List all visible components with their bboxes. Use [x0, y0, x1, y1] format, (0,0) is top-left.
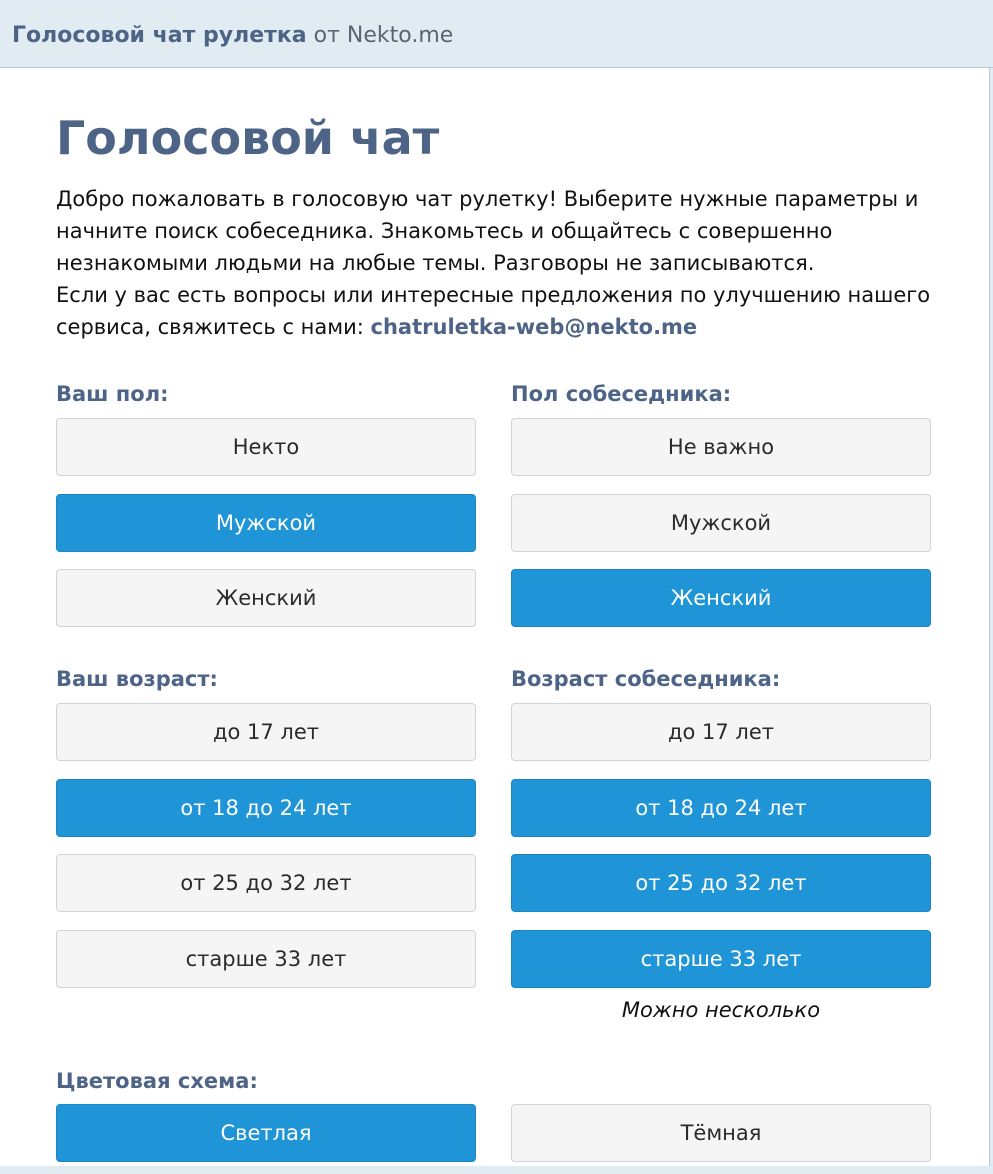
brand-suffix: от Nekto.me [306, 23, 454, 48]
partner-gender-label: Пол собеседника: [511, 382, 732, 406]
multiple-choice-hint: Можно несколько [621, 998, 821, 1022]
intro-text [56, 183, 956, 343]
color-scheme-label: Цветовая схема: [56, 1069, 258, 1093]
intro-line: Добро пожаловать в голосовую чат рулетку! Выберите нужные параметры и [56, 187, 919, 211]
your-age-label: Ваш возраст: [56, 667, 218, 691]
your-gender-option-nekto[interactable]: Некто [56, 418, 476, 476]
intro-line: Если у вас есть вопросы или интересные предложения по улучшению нашего [56, 283, 931, 307]
your-age-option-under-17[interactable]: до 17 лет [56, 703, 476, 761]
window-right-border [989, 68, 993, 1174]
contact-prefix: сервиса, свяжитесь с нами: [56, 315, 371, 339]
window-bottom-border [0, 1166, 993, 1174]
your-gender-label: Ваш пол: [56, 382, 169, 406]
your-gender-option-male[interactable]: Мужской [56, 494, 476, 552]
partner-age-option-18-24[interactable]: от 18 до 24 лет [511, 779, 931, 837]
partner-gender-option-any[interactable]: Не важно [511, 418, 931, 476]
brand-name: Голосовой чат рулетка [12, 23, 307, 48]
contact-email-link[interactable]: chatruletka-web@nekto.me [370, 315, 698, 339]
your-age-option-18-24[interactable]: от 18 до 24 лет [56, 779, 476, 837]
partner-age-option-under-17[interactable]: до 17 лет [511, 703, 931, 761]
partner-gender-option-male[interactable]: Мужской [511, 494, 931, 552]
brand-link[interactable] [12, 22, 453, 50]
color-scheme-option-light[interactable]: Светлая [56, 1104, 476, 1162]
your-gender-option-female[interactable]: Женский [56, 569, 476, 627]
intro-line: незнакомыми людьми на любые темы. Разговоры не записываются. [56, 251, 815, 275]
your-age-option-over-33[interactable]: старше 33 лет [56, 930, 476, 988]
contact-line [56, 311, 956, 343]
your-age-option-25-32[interactable]: от 25 до 32 лет [56, 854, 476, 912]
top-bar [0, 0, 993, 68]
page-title: Голосовой чат [56, 111, 440, 165]
partner-age-label: Возраст собеседника: [511, 667, 781, 691]
partner-age-option-over-33[interactable]: старше 33 лет [511, 930, 931, 988]
color-scheme-option-dark[interactable]: Тёмная [511, 1104, 931, 1162]
intro-line: начните поиск собеседника. Знакомьтесь и общайтесь с совершенно [56, 219, 833, 243]
partner-gender-option-female[interactable]: Женский [511, 569, 931, 627]
partner-age-option-25-32[interactable]: от 25 до 32 лет [511, 854, 931, 912]
